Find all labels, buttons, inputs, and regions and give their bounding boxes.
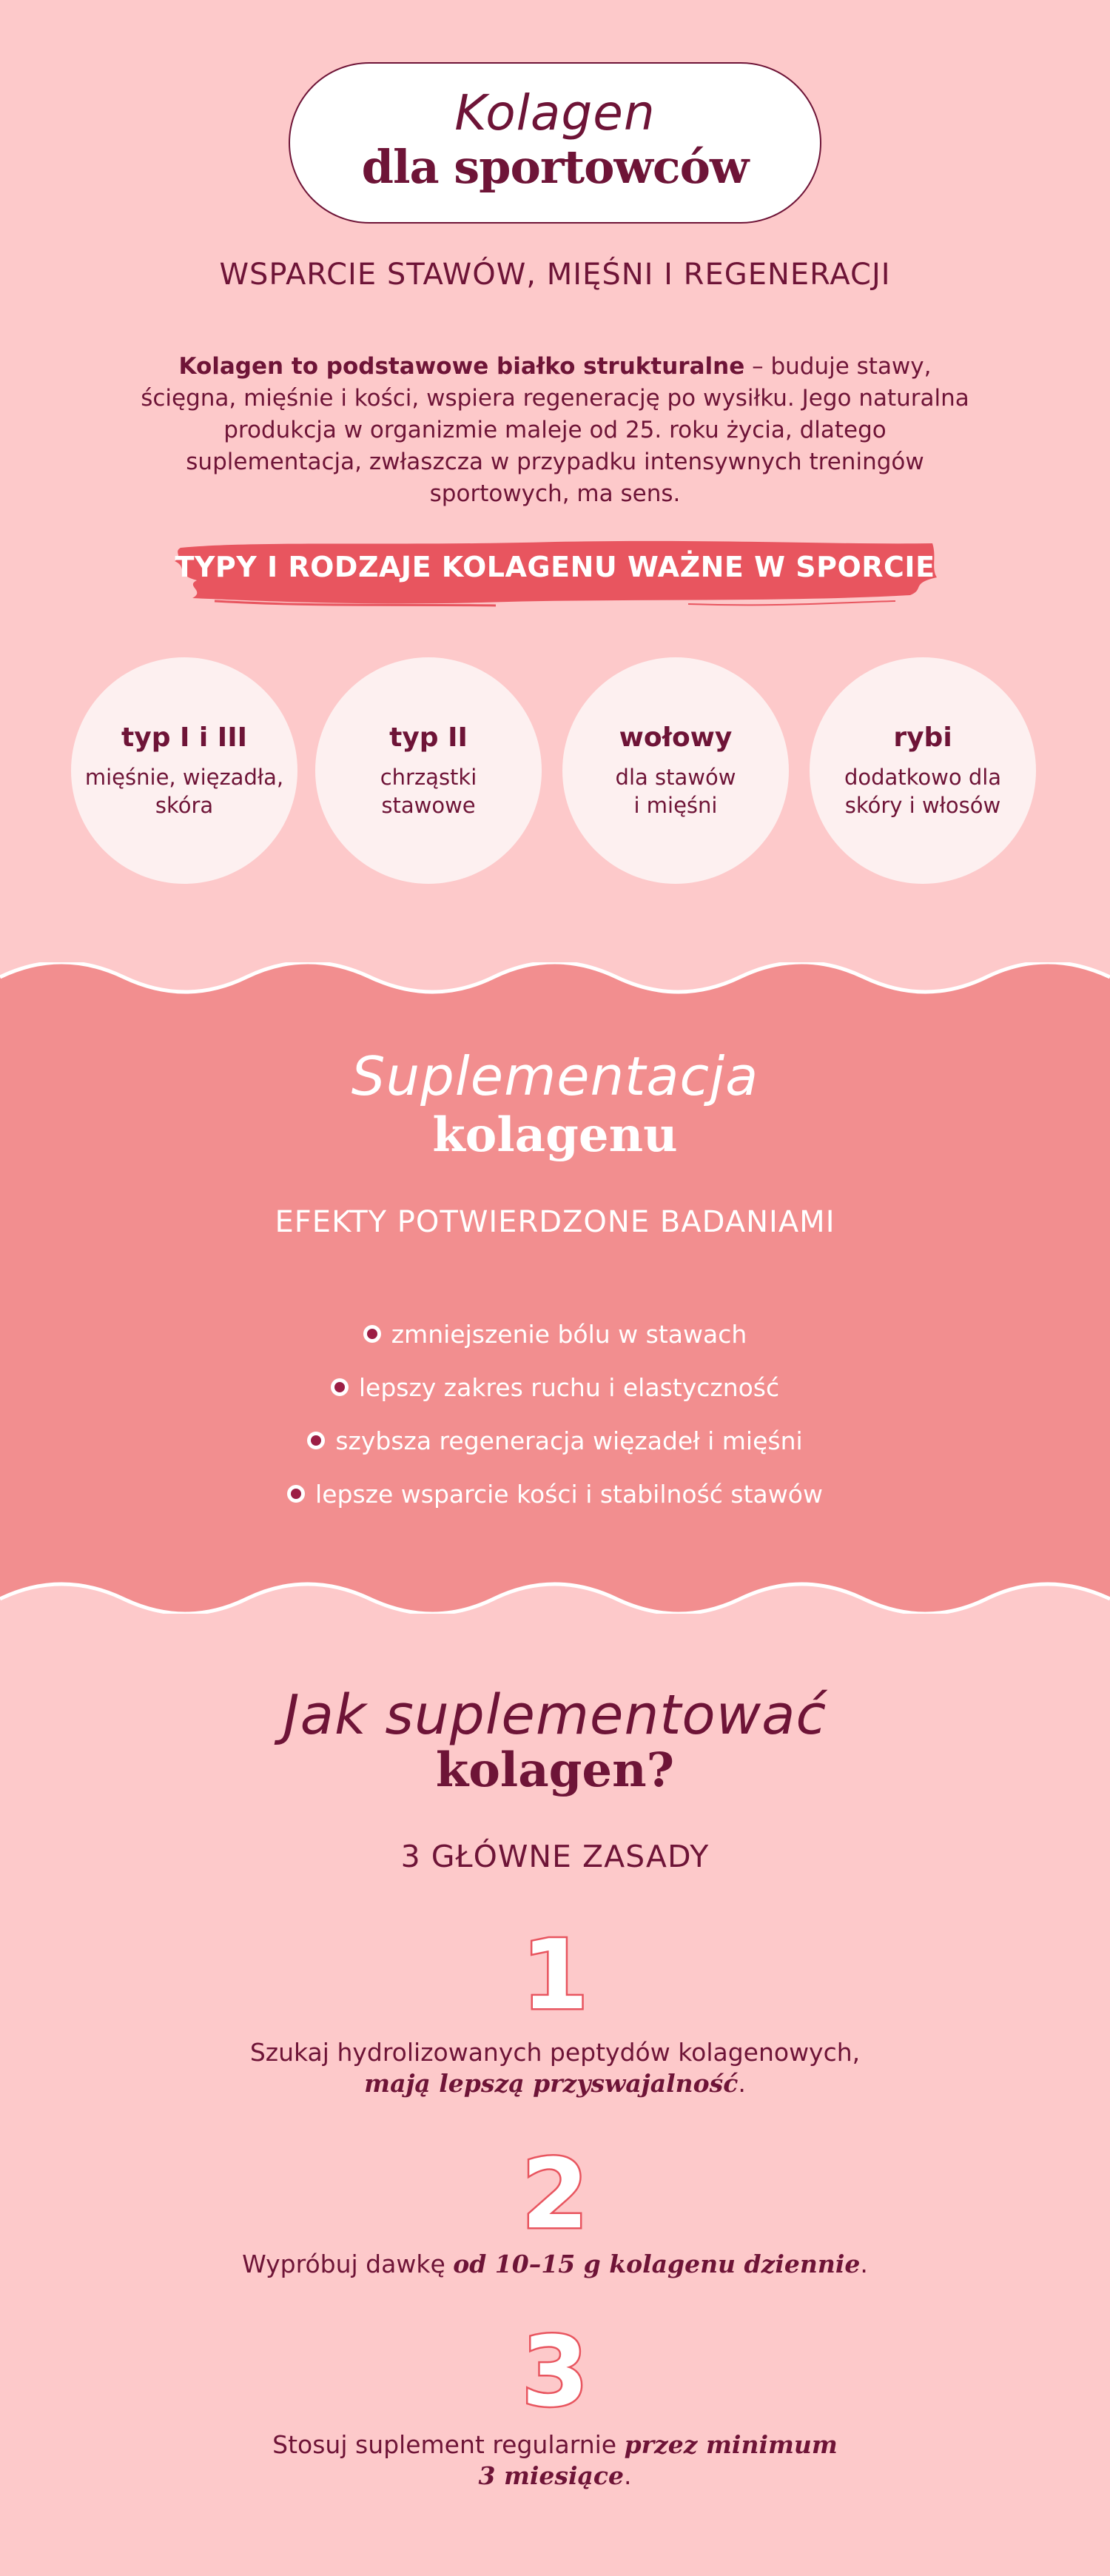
howto-title-line2: kolagen? bbox=[435, 1743, 675, 1798]
effect-text: zmniejszenie bólu w stawach bbox=[391, 1319, 747, 1349]
bullet-icon bbox=[287, 1485, 305, 1503]
type-desc bbox=[315, 763, 542, 819]
effect-text: lepszy zakres ruchu i elastyczność bbox=[358, 1372, 780, 1402]
rule-number-1: 1 bbox=[521, 1919, 589, 2031]
rule-plain: Wypróbuj dawkę bbox=[242, 2250, 454, 2278]
rule-end: . bbox=[860, 2250, 868, 2278]
rule-emphasis: od 10–15 g kolagenu dziennie bbox=[453, 2250, 861, 2278]
type-title: wołowy bbox=[619, 722, 733, 753]
supplementation-title-line2: kolagenu bbox=[432, 1107, 678, 1163]
type-desc-line2: skóry i włosów bbox=[844, 793, 1001, 818]
type-title: typ II bbox=[389, 722, 468, 753]
rule-plain: Szukaj hydrolizowanych peptydów kolagenowych, bbox=[249, 2038, 861, 2067]
bullet-icon bbox=[331, 1378, 349, 1396]
rule-emphasis: przez minimum bbox=[624, 2430, 838, 2459]
type-desc bbox=[810, 763, 1036, 819]
effect-text: lepsze wsparcie kości i stabilność stawów bbox=[315, 1479, 823, 1509]
rule-text-3 bbox=[185, 2429, 925, 2492]
intro-paragraph bbox=[141, 351, 969, 510]
rule-plain: Stosuj suplement regularnie bbox=[272, 2430, 625, 2459]
type-circle-1 bbox=[71, 657, 297, 884]
rule-text-2 bbox=[185, 2249, 925, 2280]
type-desc bbox=[562, 763, 789, 819]
types-banner-text: TYPY I RODZAJE KOLAGENU WAŻNE W SPORCIE bbox=[175, 551, 935, 583]
rule-number-3: 3 bbox=[521, 2315, 589, 2428]
type-title: typ I i III bbox=[121, 722, 247, 753]
rule-text-1 bbox=[185, 2037, 925, 2099]
page-title-line1: Kolagen bbox=[454, 84, 656, 141]
type-circle-2 bbox=[315, 657, 542, 884]
type-circle-3 bbox=[562, 657, 789, 884]
intro-rest: – buduje stawy, ścięgna, mięśnie i kości, wspiera regenerację po wysiłku. Jego naturalna produkcja w organizmie maleje od 25. roku życia, dlatego suplementacja, zwłaszcza w przypadku intensywnych treningów sportowych, ma sens. bbox=[141, 353, 969, 507]
page-title-line2: dla sportowców bbox=[361, 140, 749, 194]
type-desc bbox=[71, 763, 297, 819]
rule-end: . bbox=[624, 2461, 632, 2490]
type-desc-line1: mięśnie, więzadła, bbox=[84, 765, 284, 790]
type-desc-line2: i mięśni bbox=[633, 793, 718, 818]
type-desc-line1: chrząstki bbox=[380, 765, 477, 790]
howto-subtitle: 3 GŁÓWNE ZASADY bbox=[400, 1839, 710, 1874]
type-desc-line1: dodatkowo dla bbox=[844, 765, 1002, 790]
type-desc-line2: skóra bbox=[155, 793, 214, 818]
effect-text: szybsza regeneracja więzadeł i mięśni bbox=[335, 1426, 803, 1455]
bullet-icon bbox=[363, 1325, 381, 1343]
type-desc-line1: dla stawów bbox=[615, 765, 736, 790]
intro-bold: Kolagen to podstawowe białko strukturalne bbox=[178, 353, 745, 380]
bullet-icon bbox=[307, 1432, 325, 1449]
effects-list bbox=[0, 1307, 1110, 1520]
list-item bbox=[0, 1467, 1110, 1520]
list-item bbox=[0, 1361, 1110, 1414]
type-circle-4 bbox=[810, 657, 1036, 884]
howto-title-line1: Jak suplementować bbox=[283, 1683, 827, 1747]
type-title: rybi bbox=[893, 722, 952, 753]
list-item bbox=[0, 1414, 1110, 1467]
page-subtitle: WSPARCIE STAWÓW, MIĘŚNI I REGENERACJI bbox=[219, 258, 891, 292]
supplementation-subtitle: EFEKTY POTWIERDZONE BADANIAMI bbox=[275, 1205, 835, 1239]
rule-number-2: 2 bbox=[521, 2138, 589, 2250]
rule-end: . bbox=[738, 2069, 746, 2098]
rule-emphasis-2: 3 miesiące bbox=[478, 2461, 624, 2490]
type-desc-line2: stawowe bbox=[381, 793, 476, 818]
title-pill bbox=[289, 62, 821, 224]
supplementation-title-line1: Suplementacja bbox=[351, 1045, 759, 1107]
rule-emphasis: mają lepszą przyswajalność bbox=[364, 2069, 739, 2098]
list-item bbox=[0, 1307, 1110, 1361]
